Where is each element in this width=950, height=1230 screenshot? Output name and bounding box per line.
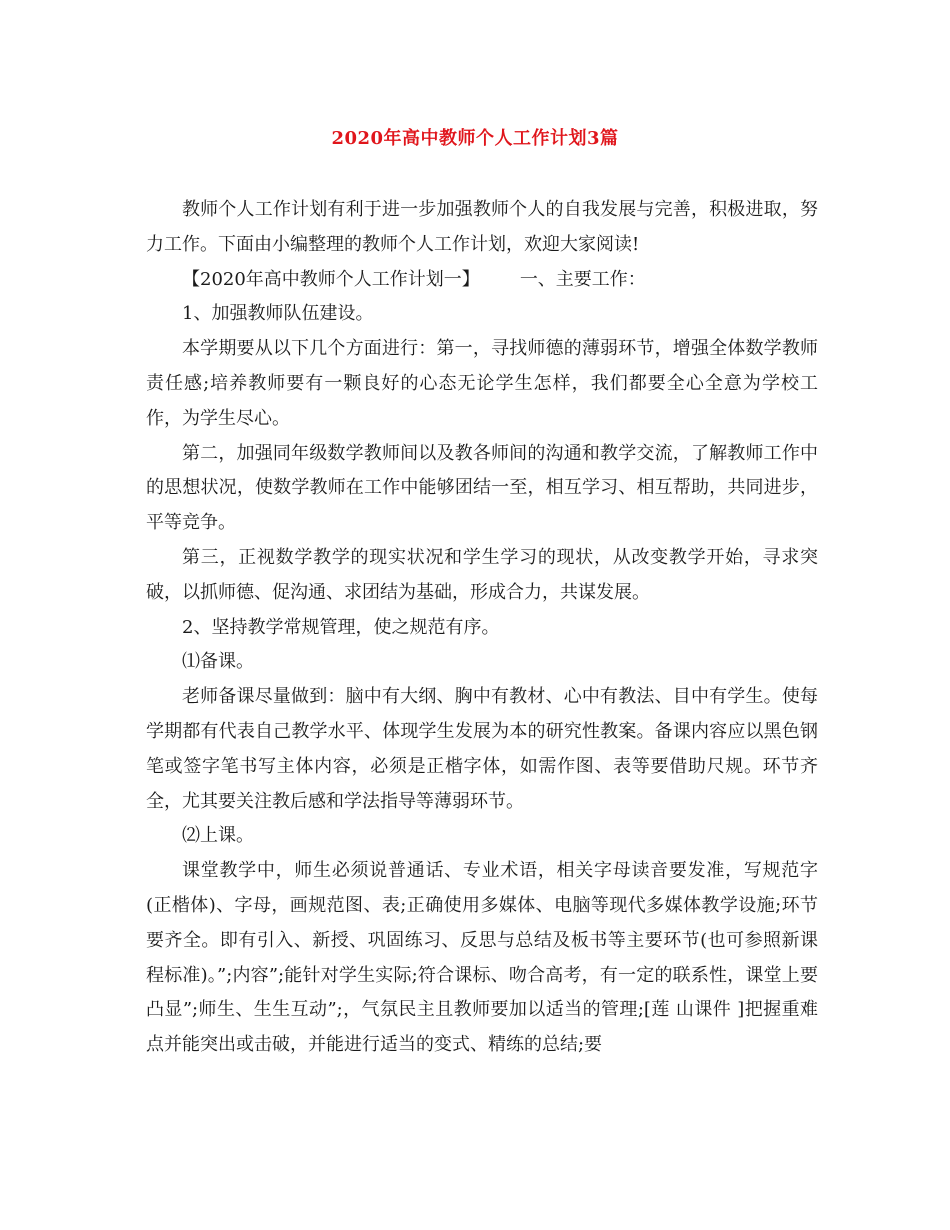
paragraph-intro: 教师个人工作计划有利于进一步加强教师个人的自我发展与完善，积极进取，努力工作。下面由小编整理的教师个人工作计划，欢迎大家阅读! bbox=[146, 199, 818, 255]
paragraph-lesson-prep: 老师备课尽量做到：脑中有大纲、胸中有教材、心中有教法、目中有学生。使每学期都有代表自己教学水平、体现学生发展为本的研究性教案。备课内容应以黑色钢笔或签字笔书写主体内容，必须是正楷字体，如需作图、表等要借助尺规。环节齐全，尤其要关注教后感和学法指导等薄弱环节。 bbox=[146, 686, 818, 812]
paragraph-item-1: 1、加强教师队伍建设。 bbox=[182, 303, 374, 325]
paragraph-item-2: 2、坚持教学常规管理，使之规范有序。 bbox=[182, 616, 500, 638]
paragraph-lesson-prep-heading: ⑴备课。 bbox=[182, 651, 254, 673]
paragraph-class: 课堂教学中，师生必须说普通话、专业术语，相关字母读音要发准，写规范字(正楷体)、字母，画规范图、表;正确使用多媒体、电脑等现代多媒体教学设施;环节要齐全。即有引入、新授、巩固练习、反思与总结及板书等主要环节(也可参照新课程标准)。”;内容”;能针对学生实际;符合课标、吻合高考，有一定的联系性，课堂上要凸显”;师生、生生互动”;，气氛民主且教师要加以适当的管理;[莲 山课件 ]把握重难点并能突出或击破，并能进行适当的变式、精练的总结;要 bbox=[146, 860, 818, 1056]
paragraph-plan-heading bbox=[146, 263, 818, 298]
paragraph-class-heading: ⑵上课。 bbox=[182, 825, 254, 847]
document-body bbox=[146, 193, 818, 1063]
section-heading-main-work: 一、主要工作： bbox=[519, 268, 646, 290]
paragraph-third: 第三，正视数学教学的现实状况和学生学习的现状，从改变教学开始，寻求突破，以抓师德、促沟通、求团结为基础，形成合力，共谋发展。 bbox=[146, 546, 818, 603]
paragraph-semester: 本学期要从以下几个方面进行：第一，寻找师德的薄弱环节，增强全体数学教师责任感;培养教师要有一颗良好的心态无论学生怎样，我们都要全心全意为学校工作，为学生尽心。 bbox=[146, 338, 818, 429]
paragraph-second: 第二，加强同年级数学教师间以及教各师间的沟通和教学交流，了解教师工作中的思想状况，使数学教师在工作中能够团结一至，相互学习、相互帮助，共同进步，平等竞争。 bbox=[146, 442, 818, 534]
plan-one-heading: 【2020年高中教师个人工作计划一】 bbox=[182, 268, 480, 290]
document-title: 2020年高中教师个人工作计划3篇 bbox=[331, 128, 619, 149]
